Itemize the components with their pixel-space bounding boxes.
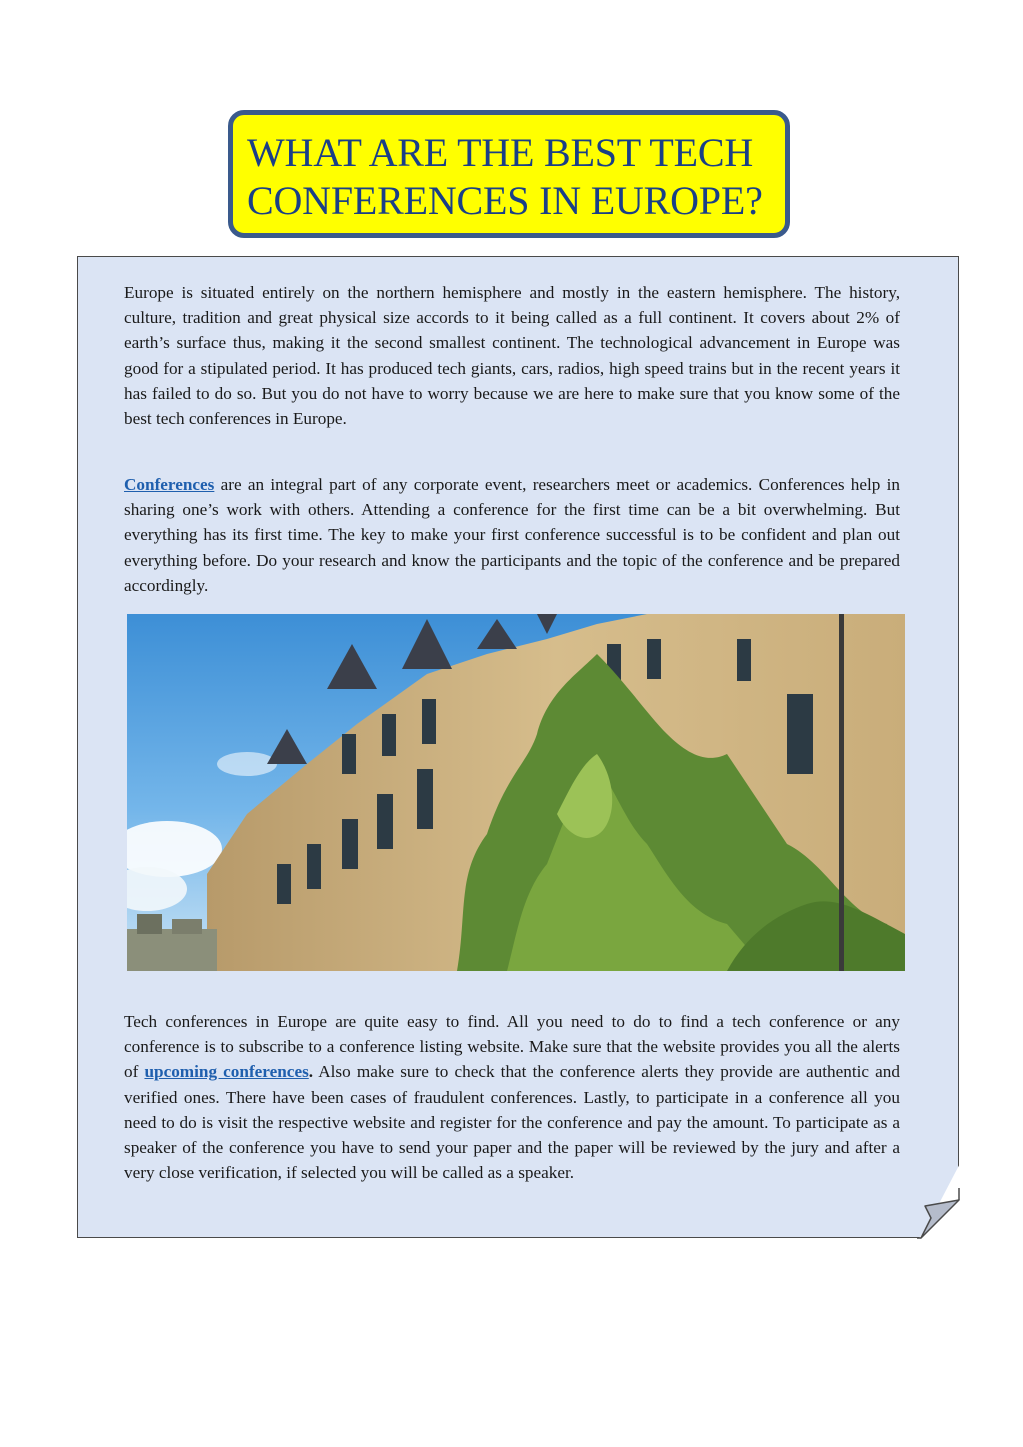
link-period: . — [308, 1062, 314, 1082]
building-photo — [127, 614, 905, 971]
tech-paragraph-before: Tech conferences in Europe are quite easy to find. All you need to do to find a tech conference or any conference is to subscribe to a conference listing website. Make sure that the website provides you all the alerts of — [124, 1012, 900, 1082]
title-line-1: WHAT ARE THE BEST TECH — [247, 130, 754, 175]
tech-conferences-paragraph — [124, 1009, 900, 1185]
title-line-2: CONFERENCES IN EUROPE? — [247, 178, 763, 223]
page-curl-icon — [917, 1188, 961, 1240]
tech-paragraph-after: Also make sure to check that the conference alerts they provide are authentic and verified ones. There have been cases of fraudulent conferences. Lastly, to participate in a conference all you need to do is visit the respective website and register for the conference and pay the amount. To participate as a speaker of the conference you have to send your paper and the paper will be reviewed by the jury and after a very close verification, if selected you will be called as a speaker. — [124, 1062, 900, 1183]
intro-paragraph: Europe is situated entirely on the northern hemisphere and mostly in the eastern hemisphere. The history, culture, tradition and great physical size accords to it being called as a full continent. It covers about 2% of earth’s surface thus, making it the second smallest continent. The technological advancement in Europe was good for a stipulated period. It has produced tech giants, cars, radios, high speed trains but in the recent years it has failed to do so. But you do not have to worry because we are here to make sure that you know some of the best tech conferences in Europe. — [124, 283, 900, 429]
conferences-link[interactable]: Conferences — [124, 475, 215, 494]
upcoming-conferences-link[interactable]: upcoming conferences — [144, 1062, 309, 1082]
conferences-paragraph — [124, 472, 900, 598]
title-banner — [228, 110, 790, 238]
conferences-paragraph-text: are an integral part of any corporate event, researchers meet or academics. Conferences help in sharing one’s work with others. Attending a conference for the first time can be a bit overwhelming. But everything has its first time. The key to make your first conference successful is to be confident and plan out everything before. Do your research and know the participants and the topic of the conference and be prepared accordingly. — [124, 475, 900, 595]
